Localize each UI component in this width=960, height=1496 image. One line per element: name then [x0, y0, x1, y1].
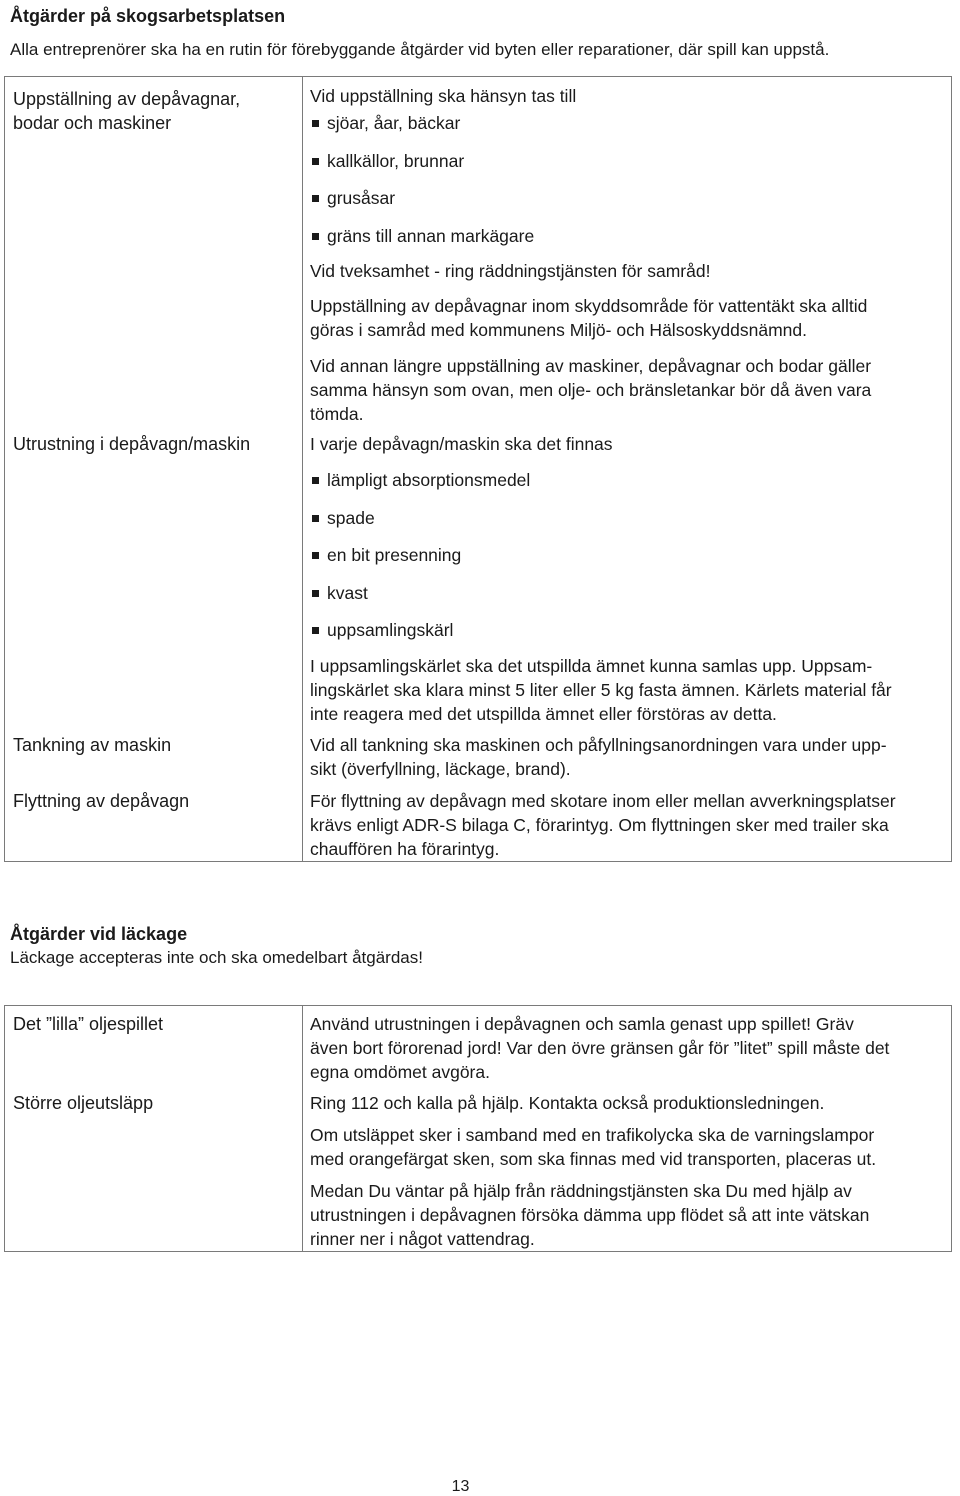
- measures-table: [4, 76, 952, 862]
- table-column-divider: [302, 1006, 303, 1251]
- row-label-small-spill: Det ”lilla” oljespillet: [13, 1014, 164, 1034]
- section-title-leakage: Åtgärder vid läckage: [10, 924, 188, 944]
- large-spill-call-text: Ring 112 och kalla på hjälp. Kontakta också produktionsledningen.: [310, 1093, 825, 1113]
- list-item: kallkällor, brunnar: [310, 149, 930, 173]
- setup-lead-text: Vid uppställning ska hänsyn tas till: [310, 86, 577, 106]
- equipment-note-text: I uppsamlingskärlet ska det utspillda ämnet kunna samlas upp. Uppsam- lingskärlet ska klara minst 5 liter eller 5 kg fasta ämnen. Kärlets material får inte reagera med det utspillda ämnet eller förstöras av detta.: [310, 656, 892, 724]
- row-label-moving: Flyttning av depåvagn: [13, 791, 190, 811]
- list-item: spade: [310, 506, 930, 530]
- moving-text: För flyttning av depåvagn med skotare inom eller mellan avverkningsplatser krävs enligt ADR-S bilaga C, förarintyg. Om flyttningen sker med trailer ska chauffören ha förarintyg.: [310, 791, 896, 859]
- setup-long-term-text: Vid annan längre uppställning av maskiner, depåvagnar och bodar gäller samma hänsyn som ovan, men olje- och bränsletankar bör då även vara tömda.: [310, 356, 872, 424]
- square-bullet-icon: [312, 552, 319, 559]
- section-intro-workplace: Alla entreprenörer ska ha en rutin för förebyggande åtgärder vid byten eller reparationer, där spill kan uppstå.: [10, 40, 830, 59]
- row-label-equipment: Utrustning i depåvagn/maskin: [13, 434, 251, 454]
- page-number: 13: [451, 1478, 470, 1495]
- square-bullet-icon: [312, 515, 319, 522]
- large-spill-wait-text: Medan Du väntar på hjälp från räddningstjänsten ska Du med hjälp av utrustningen i depåvagnen försöka dämma upp flödet så att inte vätskan rinner ner i något vattendrag.: [310, 1181, 870, 1249]
- section-title-workplace: Åtgärder på skogsarbetsplatsen: [10, 6, 286, 26]
- refueling-text: Vid all tankning ska maskinen och påfyllningsanordningen vara under upp- sikt (överfyllning, läckage, brand).: [310, 735, 887, 779]
- list-item: en bit presenning: [310, 543, 930, 567]
- row-label-setup: Uppställning av depåvagnar, bodar och maskiner: [13, 89, 241, 133]
- list-item: uppsamlingskärl: [310, 618, 930, 642]
- list-item: lämpligt absorptionsmedel: [310, 468, 930, 492]
- equipment-lead-text: I varje depåvagn/maskin ska det finnas: [310, 434, 613, 454]
- row-label-large-spill: Större oljeutsläpp: [13, 1093, 154, 1113]
- table-column-divider: [302, 77, 303, 861]
- setup-doubt-text: Vid tveksamhet - ring räddningstjänsten för samråd!: [310, 261, 711, 281]
- leakage-table: [4, 1005, 952, 1252]
- list-item: kvast: [310, 581, 930, 605]
- square-bullet-icon: [312, 627, 319, 634]
- setup-protected-area-text: Uppställning av depåvagnar inom skyddsområde för vattentäkt ska alltid göras i samråd med kommunens Miljö- och Hälsoskyddsnämnd.: [310, 296, 868, 340]
- square-bullet-icon: [312, 590, 319, 597]
- small-spill-text: Använd utrustningen i depåvagnen och samla genast upp spillet! Gräv även bort förorenad jord! Var den övre gränsen går för ”litet” spill måste det egna omdömet avgöra.: [310, 1014, 890, 1082]
- square-bullet-icon: [312, 120, 319, 127]
- section-intro-leakage: Läckage accepteras inte och ska omedelbart åtgärdas!: [10, 948, 423, 967]
- list-item: sjöar, åar, bäckar: [310, 111, 930, 135]
- list-item: gräns till annan markägare: [310, 224, 930, 248]
- square-bullet-icon: [312, 233, 319, 240]
- square-bullet-icon: [312, 158, 319, 165]
- square-bullet-icon: [312, 195, 319, 202]
- square-bullet-icon: [312, 477, 319, 484]
- row-label-refueling: Tankning av maskin: [13, 735, 172, 755]
- list-item: grusåsar: [310, 186, 930, 210]
- large-spill-traffic-text: Om utsläppet sker i samband med en trafikolycka ska de varningslampor med orangefärgat sken, som ska finnas med vid transporten, placeras ut.: [310, 1125, 877, 1169]
